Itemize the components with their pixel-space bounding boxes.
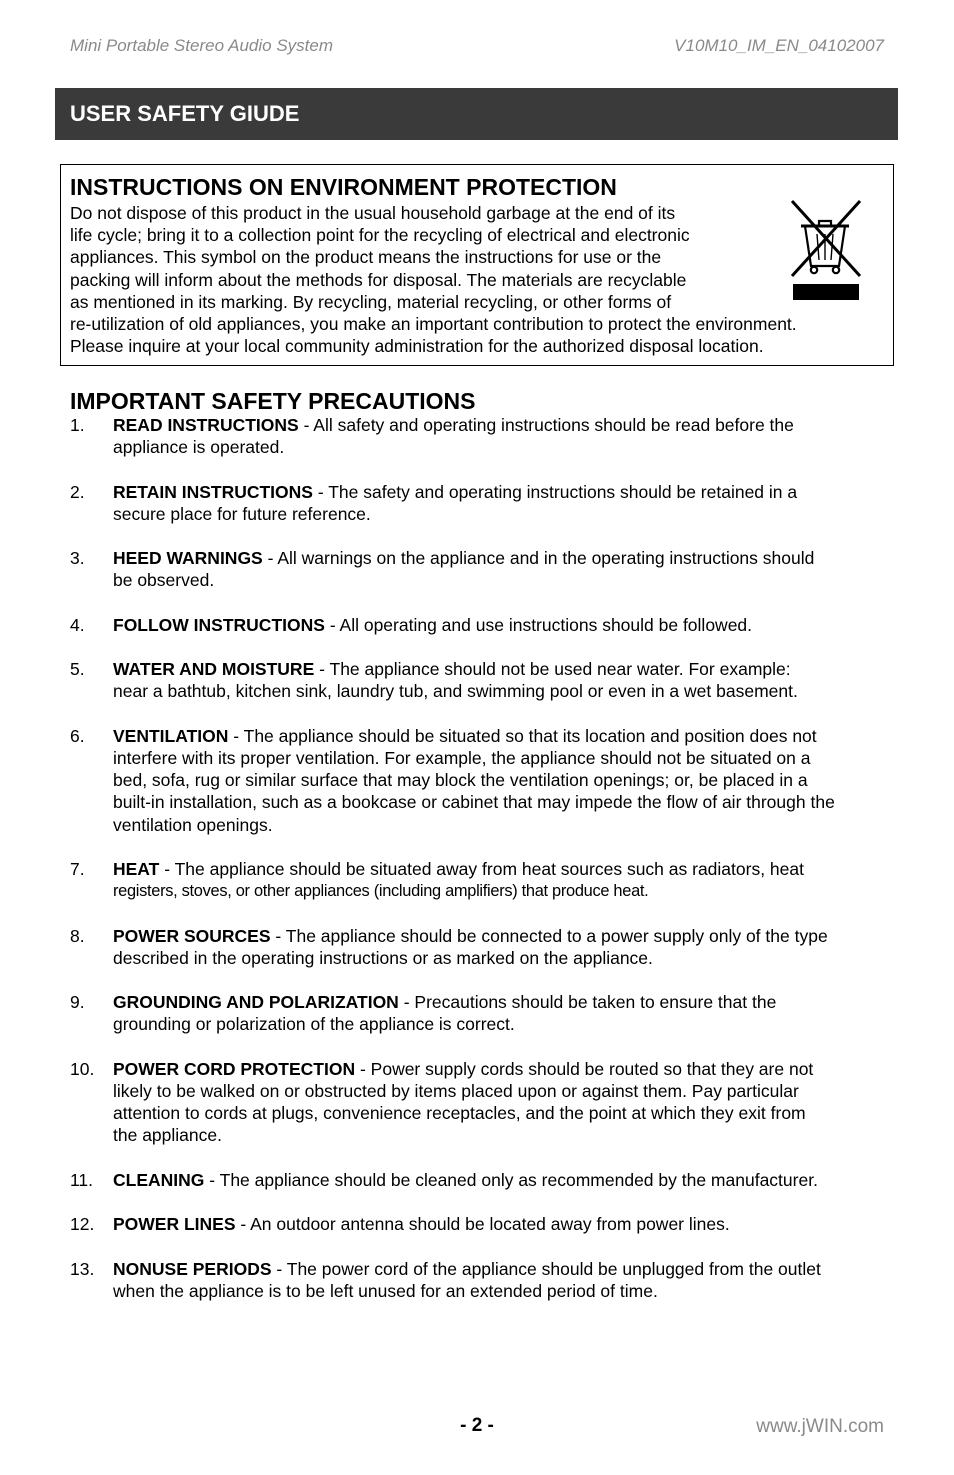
precaution-number: 7. <box>70 858 85 879</box>
precaution-number: 11. <box>70 1169 94 1190</box>
precaution-text: - The power cord of the appliance should be unplugged from the outlet <box>276 1258 821 1279</box>
precaution-item <box>70 991 890 1035</box>
precaution-number: 1. <box>70 415 85 435</box>
precaution-number: 6. <box>70 725 85 746</box>
environment-line: re-utilization of old appliances, you make an important contribution to protect the environment. <box>70 314 797 335</box>
document-title-header: Mini Portable Stereo Audio System <box>70 36 333 55</box>
safety-precautions-list <box>70 414 890 1324</box>
precaution-text: - Power supply cords should be routed so that they are not <box>359 1058 814 1079</box>
precaution-text: be observed. <box>113 570 215 591</box>
section-banner: USER SAFETY GIUDE <box>55 88 898 140</box>
precaution-text: - The appliance should be situated so that its location and position does not <box>233 725 817 746</box>
precaution-text: - The safety and operating instructions should be retained in a <box>317 481 798 502</box>
precaution-text: the appliance. <box>113 1125 222 1146</box>
environment-line: Please inquire at your local community administration for the authorized disposal location. <box>70 336 764 357</box>
page-number: - 2 - <box>460 1415 494 1436</box>
precaution-text: registers, stoves, or other appliances (including amplifiers) that produce heat. <box>113 882 649 901</box>
precaution-text: attention to cords at plugs, convenience receptacles, and the point at which they exit from <box>113 1103 806 1124</box>
precaution-item <box>70 1258 890 1302</box>
precaution-text: - An outdoor antenna should be located away from power lines. <box>240 1214 730 1235</box>
precaution-text: - Precautions should be taken to ensure that the <box>403 992 777 1013</box>
precaution-heading: POWER SOURCES <box>113 925 271 946</box>
precaution-item <box>70 658 890 702</box>
precaution-number: 13. <box>70 1258 95 1279</box>
precaution-item <box>70 547 890 591</box>
precaution-item <box>70 481 890 525</box>
precaution-item <box>70 1169 890 1191</box>
precaution-item <box>70 858 890 902</box>
precaution-item <box>70 1058 890 1147</box>
precaution-heading: VENTILATION <box>113 725 229 746</box>
precaution-text: near a bathtub, kitchen sink, laundry tub, and swimming pool or even in a wet basement. <box>113 681 798 702</box>
precaution-text: described in the operating instructions or as marked on the appliance. <box>113 947 653 968</box>
precaution-number: 9. <box>70 992 85 1013</box>
precaution-heading: RETAIN INSTRUCTIONS <box>113 481 313 502</box>
precaution-number: 4. <box>70 614 85 635</box>
precaution-text: secure place for future reference. <box>113 503 371 524</box>
environment-protection-title: INSTRUCTIONS ON ENVIRONMENT PROTECTION <box>70 174 617 200</box>
precaution-heading: FOLLOW INSTRUCTIONS <box>113 614 325 635</box>
precaution-number: 12. <box>70 1214 95 1235</box>
precaution-text: - The appliance should be situated away from heat sources such as radiators, heat <box>164 858 804 879</box>
document-code-header: V10M10_IM_EN_04102007 <box>674 36 884 55</box>
environment-protection-box <box>60 164 894 366</box>
precaution-text: appliance is operated. <box>113 437 285 458</box>
precaution-heading: CLEANING <box>113 1169 205 1190</box>
website-url: www.jWIN.com <box>756 1416 884 1437</box>
environment-line: life cycle; bring it to a collection point for the recycling of electrical and electronic <box>70 225 690 246</box>
precaution-text: - All warnings on the appliance and in the operating instructions should <box>267 548 815 569</box>
precaution-text: ventilation openings. <box>113 814 273 835</box>
precaution-heading: HEED WARNINGS <box>113 548 263 569</box>
environment-line: packing will inform about the methods for disposal. The materials are recyclable <box>70 269 687 290</box>
safety-precautions-title: IMPORTANT SAFETY PRECAUTIONS <box>70 388 476 414</box>
environment-line: as mentioned in its marking. By recycling, material recycling, or other forms of <box>70 291 672 312</box>
precaution-heading: GROUNDING AND POLARIZATION <box>113 992 399 1013</box>
precaution-text: - All operating and use instructions should be followed. <box>329 614 753 635</box>
precaution-item <box>70 925 890 969</box>
precaution-heading: NONUSE PERIODS <box>113 1258 272 1279</box>
precaution-text: interfere with its proper ventilation. For example, the appliance should not be situated on a <box>113 747 811 768</box>
precaution-text: bed, sofa, rug or similar surface that may block the ventilation openings; or, be placed in a <box>113 770 808 791</box>
precaution-text: - The appliance should be connected to a power supply only of the type <box>275 925 828 946</box>
precaution-heading: POWER CORD PROTECTION <box>113 1058 356 1079</box>
precaution-number: 3. <box>70 548 85 569</box>
precaution-item <box>70 1213 890 1235</box>
precaution-text: - All safety and operating instructions should be read before the <box>303 415 794 435</box>
environment-line: Do not dispose of this product in the usual household garbage at the end of its <box>70 203 676 223</box>
precaution-text: - The appliance should be cleaned only as recommended by the manufacturer. <box>209 1169 818 1190</box>
precaution-heading: WATER AND MOISTURE <box>113 659 315 680</box>
precaution-item <box>70 614 890 636</box>
precaution-text: grounding or polarization of the appliance is correct. <box>113 1014 515 1035</box>
precaution-item <box>70 725 890 836</box>
precaution-number: 2. <box>70 481 85 502</box>
precaution-text: - The appliance should not be used near water. For example: <box>319 659 791 680</box>
precaution-text: likely to be walked on or obstructed by items placed upon or against them. Pay particular <box>113 1080 799 1101</box>
environment-protection-text <box>70 202 890 357</box>
precaution-number: 5. <box>70 659 85 680</box>
precaution-heading: POWER LINES <box>113 1214 236 1235</box>
precaution-heading: HEAT <box>113 858 160 879</box>
environment-line: appliances. This symbol on the product means the instructions for use or the <box>70 247 662 268</box>
precaution-item <box>70 414 890 458</box>
precaution-number: 8. <box>70 925 85 946</box>
precaution-number: 10. <box>70 1058 95 1079</box>
precaution-heading: READ INSTRUCTIONS <box>113 415 299 435</box>
precaution-text: when the appliance is to be left unused for an extended period of time. <box>113 1280 658 1301</box>
precaution-text: built-in installation, such as a bookcase or cabinet that may impede the flow of air through the <box>113 792 835 813</box>
